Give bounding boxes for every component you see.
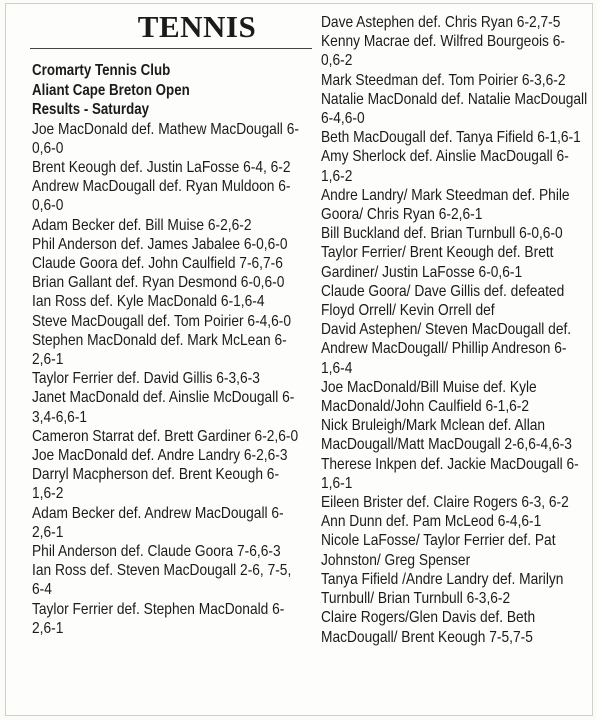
left-result-line: Steve MacDougall def. Tom Poirier 6-4,6-0 — [32, 312, 292, 330]
right-result-line: Natalie MacDonald def. Natalie MacDougall — [321, 90, 588, 108]
left-result-line: Brian Gallant def. Ryan Desmond 6-0,6-0 — [32, 274, 285, 292]
right-result-line: Ann Dunn def. Pam McLeod 6-4,6-1 — [321, 513, 542, 531]
right-result-line: 1,6-1 — [321, 474, 353, 492]
left-result-line: Janet MacDonald def. Ainslie McDougall 6- — [32, 389, 295, 407]
left-result-line: Taylor Ferrier def. David Gillis 6-3,6-3 — [32, 370, 260, 388]
left-result-line: 0,6-0 — [32, 197, 64, 215]
left-result-line: 2,6-1 — [32, 619, 64, 637]
right-result-line: 0,6-2 — [321, 52, 353, 70]
right-result-line: 6-4,6-0 — [321, 110, 365, 128]
right-result-line: Dave Astephen def. Chris Ryan 6-2,7-5 — [321, 14, 561, 31]
left-result-line: Ian Ross def. Kyle MacDonald 6-1,6-4 — [32, 293, 265, 311]
right-result-line: Mark Steedman def. Tom Poirier 6-3,6-2 — [321, 71, 566, 89]
left-results-list — [32, 120, 312, 638]
right-results-list — [321, 13, 586, 647]
left-result-line: Darryl Macpherson def. Brent Keough 6- — [32, 466, 280, 484]
left-result-line: Brent Keough def. Justin LaFosse 6-4, 6-2 — [32, 158, 291, 176]
left-result-line: Ian Ross def. Steven MacDougall 2-6, 7-5, — [32, 562, 292, 580]
left-result-line: 2,6-1 — [32, 523, 64, 541]
right-result-line: Kenny Macrae def. Wilfred Bourgeois 6- — [321, 33, 565, 51]
right-result-line: Beth MacDougall def. Tanya Fifield 6-1,6-1 — [321, 129, 581, 147]
left-result-line: Joe MacDonald def. Andre Landry 6-2,6-3 — [32, 446, 288, 464]
left-column — [32, 10, 312, 638]
right-result-line: Nick Bruleigh/Mark Mclean def. Allan — [321, 417, 546, 435]
right-result-line: Therese Inkpen def. Jackie MacDougall 6- — [321, 455, 579, 473]
left-result-line: 3,4-6,6-1 — [32, 408, 88, 426]
left-result-line: 0,6-0 — [32, 139, 64, 157]
right-result-line: Johnston/ Greg Spenser — [321, 551, 471, 569]
right-result-line: Taylor Ferrier/ Brent Keough def. Brett — [321, 244, 554, 262]
left-result-line: Phil Anderson def. James Jabalee 6-0,6-0 — [32, 235, 288, 253]
right-result-line: Claire Rogers/Glen Davis def. Beth — [321, 609, 536, 627]
right-result-line: Joe MacDonald/Bill Muise def. Kyle — [321, 378, 537, 396]
right-result-line: Tanya Fifield /Andre Landry def. Marilyn — [321, 570, 564, 588]
right-result-line: Nicole LaFosse/ Taylor Ferrier def. Pat — [321, 532, 556, 550]
right-result-line: MacDougall/ Brent Keough 7-5,7-5 — [321, 628, 533, 646]
right-result-line: Turnbull/ Brian Turnbull 6-3,6-2 — [321, 590, 511, 608]
tournament-name: Aliant Cape Breton Open — [32, 81, 190, 99]
right-result-line: Andre Landry/ Mark Steedman def. Phile — [321, 186, 570, 204]
right-result-line: Floyd Orrell/ Kevin Orrell def — [321, 302, 495, 320]
left-result-line: Phil Anderson def. Claude Goora 7-6,6-3 — [32, 542, 281, 560]
right-result-line: Claude Goora/ Dave Gillis def. defeated — [321, 282, 565, 300]
right-result-line: Eileen Brister def. Claire Rogers 6-3, 6-2 — [321, 494, 569, 512]
right-result-line: Goora/ Chris Ryan 6-2,6-1 — [321, 206, 483, 224]
left-result-line: Stephen MacDonald def. Mark McLean 6- — [32, 331, 287, 349]
right-column — [321, 13, 586, 647]
left-result-line: 1,6-2 — [32, 485, 64, 503]
right-result-line: 1,6-2 — [321, 167, 353, 185]
left-result-line: 2,6-1 — [32, 350, 64, 368]
left-result-line: Joe MacDonald def. Mathew MacDougall 6- — [32, 120, 299, 138]
right-result-line: Andrew MacDougall/ Phillip Andreson 6- — [321, 340, 567, 358]
results-heading: Results - Saturday — [32, 101, 150, 118]
left-result-line: Adam Becker def. Bill Muise 6-2,6-2 — [32, 216, 252, 234]
right-result-line: Gardiner/ Justin LaFosse 6-0,6-1 — [321, 263, 523, 281]
club-name: Cromarty Tennis Club — [32, 62, 171, 79]
title-rule — [30, 48, 312, 49]
left-result-line: Andrew MacDougall def. Ryan Muldoon 6- — [32, 178, 291, 196]
section-title: TENNIS — [137, 9, 257, 44]
left-result-line: 6-4 — [32, 581, 52, 599]
newspaper-clipping — [5, 3, 593, 716]
left-result-line: Cameron Starrat def. Brett Gardiner 6-2,6-0 — [32, 427, 299, 445]
right-result-line: Amy Sherlock def. Ainslie MacDougall 6- — [321, 148, 569, 166]
right-result-line: Bill Buckland def. Brian Turnbull 6-0,6-0 — [321, 225, 563, 243]
left-result-line: Adam Becker def. Andrew MacDougall 6- — [32, 504, 284, 522]
right-result-line: MacDonald/John Caulfield 6-1,6-2 — [321, 398, 530, 416]
right-result-line: MacDougall/Matt MacDougall 2-6,6-4,6-3 — [321, 436, 572, 454]
right-result-line: 1,6-4 — [321, 359, 353, 377]
left-result-line: Taylor Ferrier def. Stephen MacDonald 6- — [32, 600, 285, 618]
right-result-line: David Astephen/ Steven MacDougall def. — [321, 321, 572, 339]
left-result-line: Claude Goora def. John Caulfield 7-6,7-6 — [32, 254, 283, 272]
